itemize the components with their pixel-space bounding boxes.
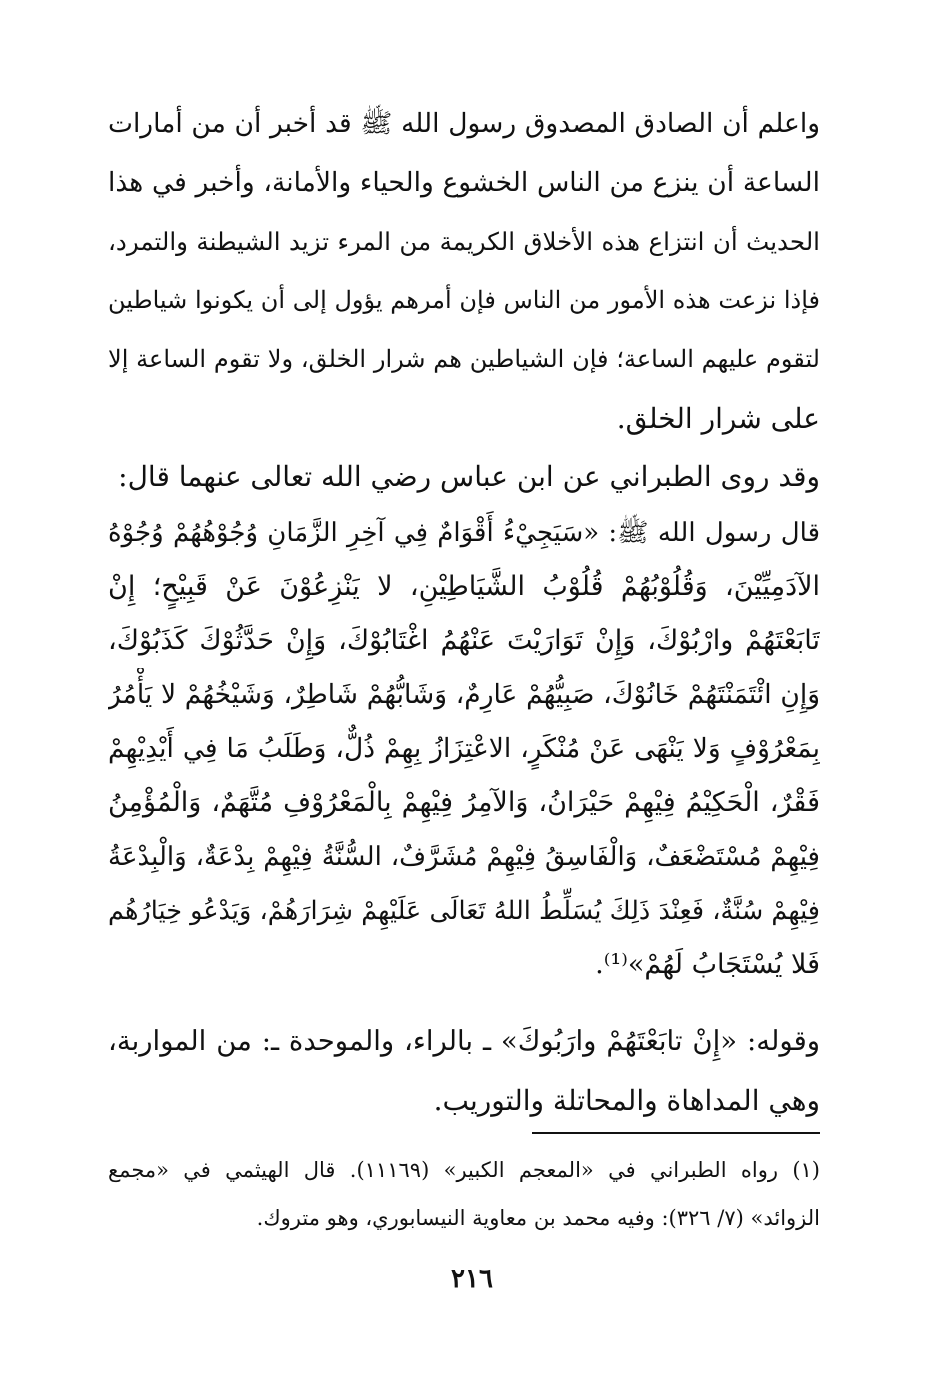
hadith-line: وَإِنِ ائْتَمَنْتَهُمْ خَانُوْكَ، صَبِيُّهُمْ عَارِمٌ، وَشَابُّهُمْ شَاطِرٌ، وَشَيْخُهُمْ لا يَأْمُرُ [108,679,820,710]
footnote-line: الزوائد» (٧/ ٣٢٦): وفيه محمد بن معاوية النيسابوري، وهو متروك. [256,1206,820,1230]
hadith-line: الآدَمِيِّيْنَ، وَقُلُوْبُهُمْ قُلُوْبُ الشَّيَاطِيْنِ، لا يَنْزِعُوْنَ عَنْ قَبِيْحٍ؛ إِنْ [108,571,820,602]
page-number: ٢١٦ [451,1264,493,1294]
text-line: واعلم أن الصادق المصدوق رسول الله ﷺ قد أخبر أن من أمارات [108,108,820,139]
footnote-separator [532,1132,820,1134]
text-line: على شرار الخلق. [616,402,820,435]
footnote-line: (١) رواه الطبراني في «المعجم الكبير» (١١١٦٩). قال الهيثمي في «مجمع [108,1158,820,1182]
hadith-line: تَابَعْتَهُمْ وارْبُوْكَ، وَإِنْ تَوَارَيْتَ عَنْهُمُ اغْتَابُوْكَ، وَإِنْ حَدَّثُوْكَ كَذَبُوْكَ، [108,625,820,656]
hadith-line: فَلا يُسْتَجَابُ لَهُمْ»⁽¹⁾. [595,949,820,980]
hadith-line: بِمَعْرُوْفٍ وَلا يَنْهَى عَنْ مُنْكَرٍ، الاعْتِزَازُ بِهِمْ ذُلٌّ، وَطَلَبُ مَا فِي أَيْدِيْهِمْ [108,733,820,764]
text-line: وهي المداهاة والمحاتلة والتوريب. [433,1084,820,1117]
footnotes [108,1146,820,1242]
hadith-line: فِيْهِمْ سُنَّةٌ، فَعِنْدَ ذَلِكَ يُسَلِّطُ اللهُ تَعَالَى عَلَيْهِمْ شِرَارَهُمْ، وَيَدْعُو خِيَارُهُم [108,896,820,926]
hadith-line: فَقْرٌ، الْحَكِيْمُ فِيْهِمْ حَيْرَانُ، وَالآمِرُ فِيْهِمْ بِالْمَعْرُوْفِ مُتَّهَمٌ، وَالْمُؤْمِنُ [108,787,820,818]
hadith-line: قال رسول الله ﷺ: «سَيَجِيْءُ أَقْوَامٌ فِي آخِرِ الزَّمَانِ وُجُوْهُهُمْ وُجُوْهُ [108,518,820,548]
hadith-line: فِيْهِمْ مُسْتَضْعَفٌ، وَالْفَاسِقُ فِيْهِمْ مُشَرَّفٌ، السُّنَّةُ فِيْهِمْ بِدْعَةٌ، وَالْبِدْعَةُ [108,842,820,872]
text-line: الساعة أن ينزع من الناس الخشوع والحياء والأمانة، وأخبر في هذا [108,167,820,198]
text-line: فإذا نزعت هذه الأمور من الناس فإن أمرهم يؤول إلى أن يكونوا شياطين [108,286,820,314]
text-line: الحديث أن انتزاع هذه الأخلاق الكريمة من المرء تزيد الشيطنة والتمرد، [108,227,820,256]
paragraph-hadith [108,447,820,992]
paragraph-explanation [108,1012,820,1130]
text-line: لتقوم عليهم الساعة؛ فإن الشياطين هم شرار الخلق، ولا تقوم الساعة إلا [108,345,820,373]
text-line: وقوله: «إِنْ تابَعْتَهُمْ وارَبُوكَ» ـ بالراء، والموحدة ـ: من المواربة، [108,1025,820,1057]
paragraph-intro [108,94,820,448]
text-line: وقد روى الطبراني عن ابن عباس رضي الله تعالى عنهما قال: [118,460,820,493]
